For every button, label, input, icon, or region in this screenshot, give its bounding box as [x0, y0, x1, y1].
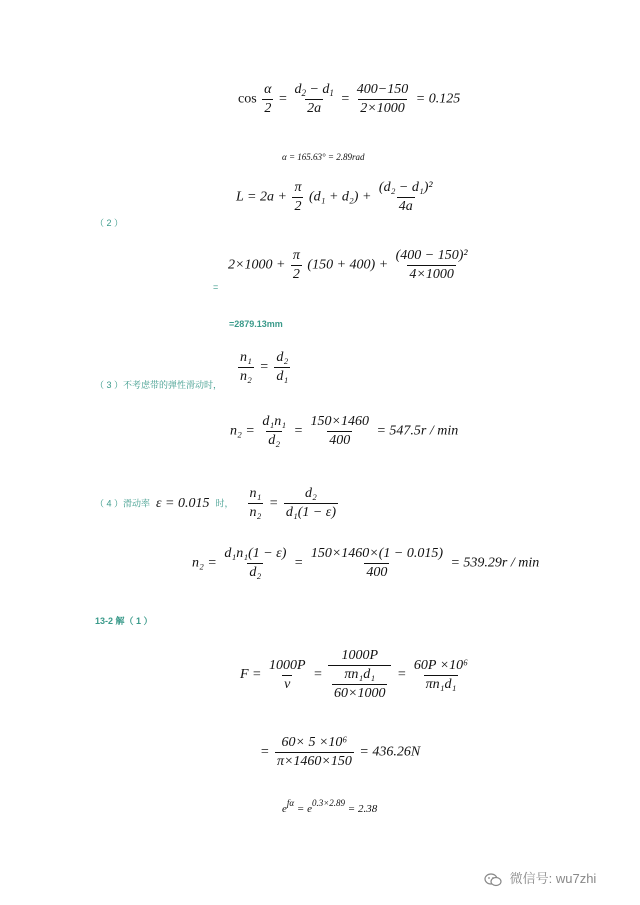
- equation-belt-length: L = 2a + $\frac{\pi}{2}$ (d₁ + d₂) + $\frac{\text{(d₂ − d₁)²}}{4a}$: [236, 180, 433, 214]
- step-2-label: （ 2 ）: [95, 218, 124, 228]
- watermark-text: 微信号: wu7zhi: [509, 871, 597, 886]
- eq1-result: = 0.125: [415, 91, 461, 107]
- frac-d2-minus-d1: $\frac{d_2 - d_1}{2a}$: [294, 82, 334, 116]
- slip-rate: ε = 0.015: [156, 495, 210, 511]
- cos-label: cos: [238, 91, 257, 107]
- watermark: [484, 868, 596, 887]
- step-4-tail: 时，: [215, 498, 234, 509]
- equation-exponential: $e^{f\alpha} = e^{0.3\times 2.89} = 2.38$: [282, 798, 378, 815]
- equation-alpha-value: α = 165.63° = 2.89rad: [282, 152, 365, 162]
- equation-speed-ratio-slip: $\frac{\text{n₁}}{\text{n₂}}$ = $\frac{\text{d₂}}{\text{d₁(1 − ε)}}$: [249, 486, 336, 520]
- step-4-label: （ 4 ）滑动率: [95, 498, 151, 509]
- step-3-label: （ 3 ）不考虑带的弹性滑动时，: [95, 380, 223, 390]
- problem-heading: 13-2 解（ 1 ）: [95, 616, 153, 626]
- equation-force-numeric: = $\frac{\text{60× 5 ×10⁶}}{\pi\times 1460\times 150}$ = 436.26N: [260, 735, 421, 769]
- eq4-equal-sign: =: [213, 282, 219, 292]
- belt-length-result: =2879.13mm: [229, 319, 283, 329]
- equation-n2-no-slip: n₂ = $\frac{\text{d₁n₁}}{\text{d₂}}$ = $\frac{150\times 1460}{400}$ = 547.5r / min: [230, 414, 459, 448]
- frac-numeric: $\frac{400-150}{2\times 1000}$: [356, 82, 409, 116]
- equation-force: F = $\frac{1000P}{v}$ = $\frac{1000P}{\frac{\text{πn₁d₁}}{60\times 1000}}$ = $\frac{\text{60P ×10⁶}}{\text{πn₁d₁}}$: [240, 648, 469, 701]
- step-4-line: [95, 486, 340, 521]
- wechat-logo-icon: [484, 873, 502, 887]
- equation-belt-length-numeric: 2×1000 + $\frac{\pi}{2}$ (150 + 400) + $\frac{\text{(400 − 150)²}}{4\times 1000}$: [228, 248, 468, 282]
- equation-speed-ratio: $\frac{\text{n₁}}{\text{n₂}}$ = $\frac{\text{d₂}}{\text{d₁}}$: [240, 350, 289, 384]
- frac-alpha-over-2: $\frac{\alpha}{2}$: [264, 82, 272, 116]
- equation-cos-half-alpha: cos $\frac{\alpha}{2}$ = $\frac{d_2 - d_1}{2a}$ = $\frac{400-150}{2\times 1000}$ = 0.125: [238, 82, 461, 116]
- equation-n2-with-slip: n₂ = $\frac{\text{d₁n₁(1 − ε)}}{\text{d₂}}$ = $\frac{150\times 1460\times(1 - 0.015)}{400}$ = 539.29r / min: [192, 546, 540, 580]
